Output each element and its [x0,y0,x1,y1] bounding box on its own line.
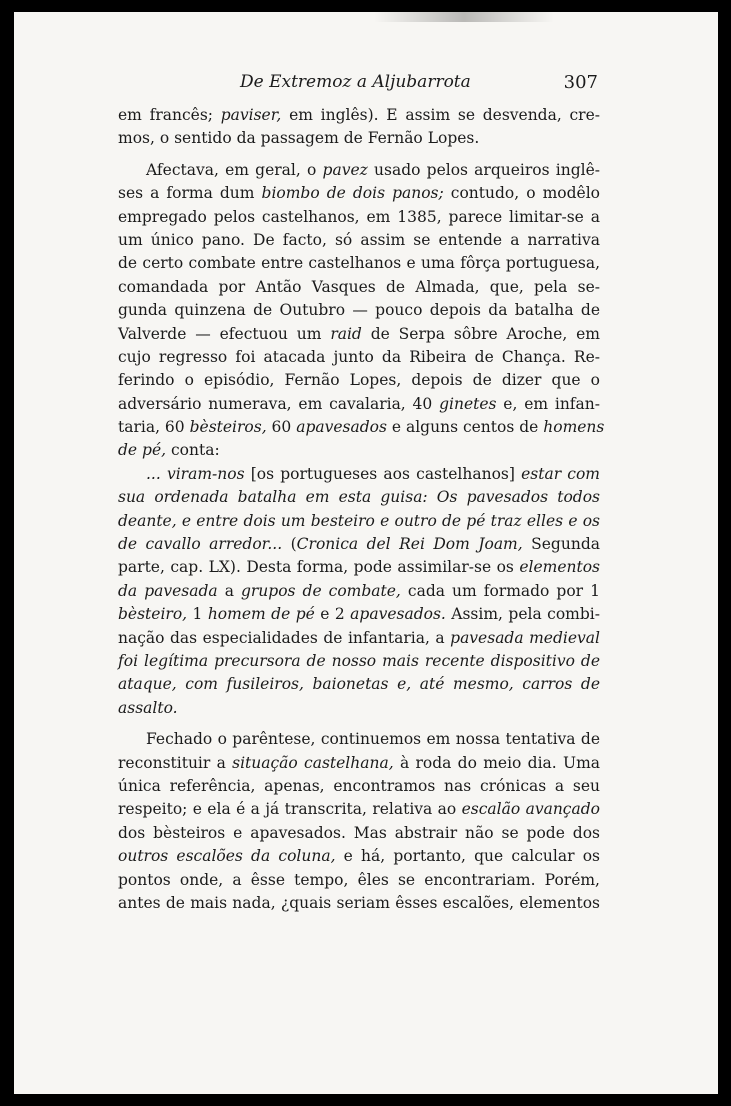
text-segment: Assim, pela combi- [445,605,600,624]
text-line [118,439,600,462]
text-line [118,206,600,229]
text-segment: Segunda [522,535,600,554]
text-segment: conta: [166,441,220,460]
page-header [118,72,598,98]
text-line [118,510,600,533]
text-line [118,393,600,416]
italic-text: outros escalões da coluna, [118,847,336,866]
italic-text: de pé, [118,441,167,460]
text-segment: um único pano. De facto, só assim se entende a narrativa [118,230,600,249]
text-line [118,533,600,556]
text-segment: dos bèsteiros e apavesados. Mas abstrair não se pode dos [118,823,600,842]
italic-text: de cavallo arredor... [118,535,283,554]
italic-text: elementos [519,558,600,577]
italic-text: foi legítima precursora de nosso mais recente dispositivo de [118,651,600,670]
text-segment: respeito; e ela é a já transcrita, relativa ao [118,800,462,819]
italic-text: biombo de dois panos; [261,184,444,203]
book-page [14,12,718,1094]
text-line [118,580,600,603]
text-segment: gunda quinzena de Outubro — pouco depois da batalha de [118,301,600,320]
text-line [118,463,600,486]
paragraph [118,104,600,151]
text-line [118,299,600,322]
text-segment: reconstituir a [118,753,233,772]
body-text [118,104,605,915]
text-segment: pontos onde, a êsse tempo, êles se encontrariam. Porém, [118,870,600,889]
text-line [118,104,600,127]
italic-text: pavez [322,160,368,179]
italic-text: assalto. [118,698,178,717]
text-line [118,486,600,509]
text-line [118,775,600,798]
italic-text: raid [330,324,362,343]
text-segment: 1 [187,605,208,624]
text-segment: taria, 60 [118,418,190,437]
text-line [118,127,600,150]
text-segment: empregado pelos castelhanos, em 1385, parece limitar-se a [118,207,600,226]
text-segment: e alguns centos de [386,418,544,437]
text-line [118,556,600,579]
text-segment: e há, portanto, que calcular os [335,847,600,866]
text-segment: Valverde — efectuou um [118,324,331,343]
text-segment: e 2 [314,605,351,624]
text-line [118,229,600,252]
text-line [118,650,600,673]
italic-text: bèsteiros, [189,418,267,437]
paragraph [118,728,600,915]
text-segment: de certo combate entre castelhanos e uma fôrça portuguesa, [118,254,600,273]
italic-text: homem de pé [207,605,315,624]
text-line [118,673,600,696]
text-segment: contudo, o modêlo [443,184,600,203]
running-title: De Extremoz a Aljubarrota [240,72,471,92]
text-line [118,892,600,915]
text-segment: cada um formado por 1 [400,581,600,600]
text-line [118,627,600,650]
text-segment: e, em infan- [496,394,600,413]
text-line [118,159,600,182]
italic-text: homens [543,418,605,437]
text-segment: usado pelos arqueiros inglê- [367,160,600,179]
italic-text: ginetes [439,394,497,413]
italic-text: situação castelhana, [232,753,394,772]
paragraph-gap [118,720,600,728]
text-line [118,323,600,346]
text-segment: em francês; [118,106,221,124]
text-segment: à roda do meio dia. Uma [393,753,601,772]
text-segment: ferindo o episódio, Fernão Lopes, depois de dizer que o [118,371,600,390]
italic-text: deante, e entre dois um besteiro e outro de pé traz elles e os [118,511,600,530]
text-line [118,416,605,439]
text-line [118,276,600,299]
italic-text: estar com [521,464,600,483]
paragraph-gap [118,151,600,159]
italic-text: Cronica del Rei Dom Joam, [296,535,523,554]
text-line [118,798,600,821]
text-segment: comandada por Antão Vasques de Almada, que, pela se- [118,277,600,296]
text-segment: 60 [266,418,297,437]
italic-text: pavesada medieval [450,628,600,647]
text-segment: ses a forma dum [118,184,262,203]
text-line [118,182,600,205]
scan-shadow [374,12,554,22]
text-segment: de Serpa sôbre Aroche, em [361,324,600,343]
text-segment: nação das especialidades de infantaria, a [118,628,451,647]
text-line [118,346,600,369]
text-segment: Afectava, em geral, o [146,160,323,179]
italic-text: ataque, com fusileiros, baionetas e, até mesmo, carros de [118,675,600,694]
text-segment: adversário numerava, em cavalaria, 40 [118,394,440,413]
text-line [118,369,600,392]
text-segment: ( [282,535,297,554]
text-segment: parte, cap. LX). Desta forma, pode assimilar-se os [118,558,520,577]
italic-text: paviser, [220,106,282,124]
text-line [118,752,600,775]
text-line [118,845,600,868]
italic-text: sua ordenada batalha em esta guisa: Os pavesados todos [118,488,600,507]
text-segment: Fechado o parêntese, continuemos em nossa tentativa de [146,730,600,749]
italic-text: escalão avançado [461,800,600,819]
italic-text: grupos de combate, [240,581,401,600]
paragraph [118,159,605,720]
italic-text: da pavesada [118,581,218,600]
text-segment: [os portugueses aos castelhanos] [244,464,522,483]
text-line [118,252,600,275]
italic-text: apavesados [296,418,387,437]
text-segment: antes de mais nada, ¿quais seriam êsses escalões, elementos [118,893,600,912]
text-segment: em inglês). E assim se desvenda, cre- [281,106,600,124]
text-line [118,697,600,720]
italic-text: ... viram-nos [146,464,245,483]
italic-text: bèsteiro, [118,605,188,624]
text-line [118,822,600,845]
text-segment: única referência, apenas, encontramos nas crónicas a seu [118,776,600,795]
text-segment: cujo regresso foi atacada junto da Ribeira de Chança. Re- [118,347,600,366]
text-line [118,728,600,751]
text-line [118,869,600,892]
italic-text: apavesados. [350,605,446,624]
text-segment: a [217,581,241,600]
page-number: 307 [563,72,598,93]
text-line [118,603,600,626]
text-segment: mos, o sentido da passagem de Fernão Lopes. [118,129,480,148]
